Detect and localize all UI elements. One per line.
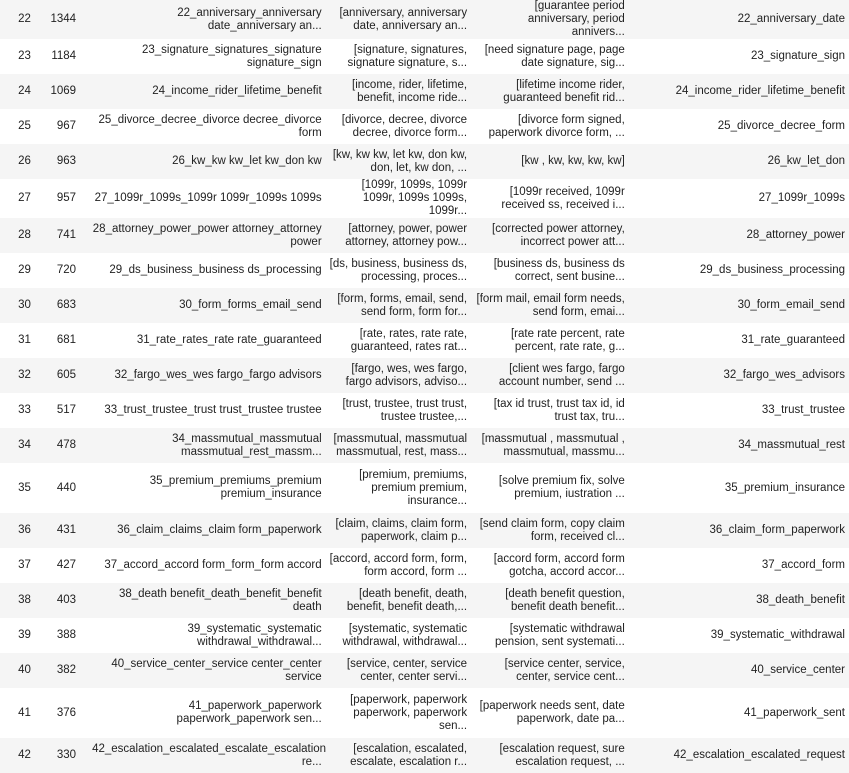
representative-docs-cell	[471, 513, 629, 548]
topic-name-cell	[88, 653, 326, 688]
row-index-cell	[0, 0, 37, 39]
topic-name-cell	[88, 618, 326, 653]
count-cell	[37, 548, 88, 583]
representative-docs-cell	[471, 548, 629, 583]
count-cell-text: 681	[56, 334, 77, 346]
topic-name-cell	[88, 253, 326, 288]
representation-cell-text: [kw, kw kw, let kw, don kw, don, let, kw don, ...	[332, 148, 468, 174]
topic-name-cell-text: 40_service_center_service center_center service	[111, 657, 322, 683]
row-index-cell-text: 23	[18, 50, 31, 62]
custom-label-cell-text: 22_anniversary_date	[737, 13, 845, 25]
representation-cell-text: [trust, trustee, trust trust, trustee trustee,...	[342, 397, 468, 423]
representative-docs-cell	[471, 688, 629, 738]
representative-docs-cell-text: [need signature page, page date signature, sig...	[484, 43, 625, 69]
custom-label-cell	[629, 688, 849, 738]
representative-docs-cell-text: [paperwork needs sent, date paperwork, date pa...	[479, 700, 625, 725]
count-cell-text: 388	[56, 629, 77, 641]
representation-cell-text: [escalation, escalated, escalate, escalation r...	[350, 742, 468, 768]
table-row	[0, 463, 849, 513]
count-cell	[37, 358, 88, 393]
row-index-cell-text: 31	[18, 334, 31, 346]
custom-label-cell-text: 42_escalation_escalated_request	[673, 749, 845, 761]
topic-name-cell	[88, 179, 326, 218]
topic-name-cell	[88, 74, 326, 109]
representation-cell-text: [systematic, systematic withdrawal, withdrawal...	[342, 622, 468, 648]
count-cell-text: 382	[56, 664, 77, 676]
row-index-cell	[0, 513, 37, 548]
count-cell	[37, 253, 88, 288]
count-cell-text: 741	[56, 229, 77, 241]
table-row	[0, 428, 849, 463]
row-index-cell-text: 37	[18, 559, 31, 571]
table-row	[0, 738, 849, 773]
custom-label-cell	[629, 738, 849, 773]
representation-cell	[326, 218, 471, 253]
representation-cell-text: [income, rider, lifetime, benefit, income ride...	[352, 78, 468, 104]
row-index-cell-text: 36	[18, 524, 31, 536]
custom-label-cell-text: 35_premium_insurance	[724, 481, 845, 494]
row-index-cell	[0, 688, 37, 738]
topic-name-cell	[88, 583, 326, 618]
table-row	[0, 323, 849, 358]
row-index-cell	[0, 218, 37, 253]
topic-name-cell	[88, 288, 326, 323]
custom-label-cell-text: 24_income_rider_lifetime_benefit	[675, 85, 845, 97]
custom-label-cell-text: 33_trust_trustee	[761, 404, 845, 416]
topic-name-cell	[88, 463, 326, 513]
representation-cell	[326, 653, 471, 688]
representative-docs-cell	[471, 323, 629, 358]
topic-name-cell-text: 28_attorney_power_power attorney_attorney power	[92, 222, 322, 248]
custom-label-cell	[629, 109, 849, 144]
representation-cell-text: [signature, signatures, signature signature, s...	[347, 43, 468, 69]
representation-cell	[326, 109, 471, 144]
topic-name-cell-text: 39_systematic_systematic withdrawal_withdrawal...	[187, 622, 322, 648]
representative-docs-cell	[471, 39, 629, 74]
topic-name-cell	[88, 688, 326, 738]
custom-label-cell	[629, 463, 849, 513]
count-cell	[37, 513, 88, 548]
representation-cell	[326, 688, 471, 738]
table-row	[0, 393, 849, 428]
representative-docs-cell	[471, 653, 629, 688]
row-index-cell-text: 39	[18, 629, 31, 641]
topic-name-cell	[88, 0, 326, 39]
custom-label-cell	[629, 428, 849, 463]
count-cell	[37, 39, 88, 74]
row-index-cell	[0, 109, 37, 144]
count-cell	[37, 323, 88, 358]
table-row	[0, 144, 849, 179]
representation-cell	[326, 463, 471, 513]
row-index-cell	[0, 179, 37, 218]
table-row	[0, 653, 849, 688]
custom-label-cell-text: 29_ds_business_processing	[699, 264, 845, 276]
custom-label-cell-text: 25_divorce_decree_form	[717, 120, 845, 132]
count-cell-text: 376	[56, 706, 77, 719]
representative-docs-cell-text: [business ds, business ds correct, sent busine...	[493, 257, 625, 283]
table-row	[0, 253, 849, 288]
representative-docs-cell-text: [lifetime income rider, guaranteed benefit rid...	[503, 78, 625, 104]
representation-cell	[326, 548, 471, 583]
custom-label-cell-text: 38_death_benefit	[756, 594, 845, 606]
representative-docs-cell-text: [corrected power attorney, incorrect power att...	[492, 222, 625, 248]
row-index-cell-text: 29	[18, 264, 31, 276]
row-index-cell	[0, 738, 37, 773]
custom-label-cell	[629, 618, 849, 653]
topic-name-cell-text: 38_death benefit_death_benefit_benefit death	[118, 587, 322, 613]
table-row	[0, 618, 849, 653]
count-cell	[37, 109, 88, 144]
representation-cell-text: [anniversary, anniversary date, anniversary an...	[339, 6, 468, 32]
custom-label-cell	[629, 323, 849, 358]
count-cell-text: 605	[56, 369, 77, 381]
topic-name-cell-text: 36_claim_claims_claim form_paperwork	[117, 524, 322, 536]
representation-cell-text: [1099r, 1099s, 1099r 1099r, 1099s 1099s, 1099r...	[361, 179, 468, 217]
table-row	[0, 0, 849, 39]
custom-label-cell	[629, 144, 849, 179]
row-index-cell	[0, 74, 37, 109]
custom-label-cell	[629, 393, 849, 428]
row-index-cell-text: 41	[18, 706, 31, 719]
count-cell-text: 1069	[50, 85, 77, 97]
custom-label-cell	[629, 358, 849, 393]
representative-docs-cell	[471, 428, 629, 463]
row-index-cell-text: 35	[18, 481, 31, 494]
row-index-cell	[0, 653, 37, 688]
count-cell-text: 517	[56, 404, 77, 416]
representative-docs-cell-text: [solve premium fix, solve premium, iustration ...	[498, 475, 625, 500]
representation-cell-text: [attorney, power, power attorney, attorney pow...	[345, 222, 468, 248]
row-index-cell-text: 42	[18, 749, 31, 761]
representative-docs-cell-text: [client wes fargo, fargo account number, send ...	[498, 362, 625, 388]
representation-cell-text: [paperwork, paperwork paperwork, paperwork sen...	[350, 693, 468, 732]
count-cell-text: 963	[56, 155, 77, 167]
count-cell-text: 478	[56, 439, 77, 451]
count-cell	[37, 218, 88, 253]
row-index-cell	[0, 618, 37, 653]
count-cell-text: 683	[56, 299, 77, 311]
representative-docs-cell-text: [service center, service, center, service cent...	[504, 657, 625, 683]
topic-name-cell	[88, 548, 326, 583]
row-index-cell	[0, 463, 37, 513]
representative-docs-cell-text: [systematic withdrawal pension, sent systemati...	[495, 622, 625, 648]
custom-label-cell-text: 41_paperwork_sent	[743, 706, 845, 719]
topic-name-cell	[88, 428, 326, 463]
custom-label-cell	[629, 513, 849, 548]
representation-cell	[326, 513, 471, 548]
representative-docs-cell	[471, 583, 629, 618]
representation-cell-text: [claim, claims, claim form, paperwork, claim p...	[335, 517, 468, 543]
table-row	[0, 548, 849, 583]
row-index-cell	[0, 288, 37, 323]
topic-name-cell-text: 41_paperwork_paperwork paperwork_paperwork sen...	[176, 700, 322, 725]
count-cell	[37, 393, 88, 428]
count-cell-text: 1184	[51, 50, 77, 62]
representative-docs-cell	[471, 218, 629, 253]
custom-label-cell	[629, 0, 849, 39]
topic-name-cell	[88, 738, 326, 773]
table-row	[0, 358, 849, 393]
topic-name-cell	[88, 218, 326, 253]
custom-label-cell	[629, 288, 849, 323]
representation-cell	[326, 39, 471, 74]
topic-name-cell-text: 42_escalation_escalated_escalate_escalation re...	[92, 742, 326, 768]
custom-label-cell	[629, 583, 849, 618]
representation-cell-text: [ds, business, business ds, processing, proces...	[329, 257, 468, 283]
count-cell-text: 440	[56, 481, 77, 494]
custom-label-cell-text: 30_form_email_send	[737, 299, 845, 311]
representation-cell	[326, 358, 471, 393]
representative-docs-cell-text: [divorce form signed, paperwork divorce form, ...	[488, 113, 625, 139]
topic-name-cell	[88, 109, 326, 144]
representative-docs-cell	[471, 0, 629, 39]
count-cell-text: 957	[56, 192, 77, 204]
representative-docs-cell-text: [accord form, accord form gotcha, accord accor...	[493, 552, 625, 578]
count-cell	[37, 144, 88, 179]
representation-cell	[326, 323, 471, 358]
custom-label-cell-text: 36_claim_form_paperwork	[709, 524, 845, 536]
representation-cell	[326, 144, 471, 179]
representative-docs-cell-text: [1099r received, 1099r received ss, received i...	[501, 185, 625, 211]
custom-label-cell	[629, 179, 849, 218]
representation-cell	[326, 288, 471, 323]
custom-label-cell-text: 31_rate_guaranteed	[741, 334, 845, 346]
row-index-cell	[0, 358, 37, 393]
row-index-cell-text: 34	[18, 439, 31, 451]
table-row	[0, 39, 849, 74]
topic-name-cell	[88, 358, 326, 393]
topic-name-cell-text: 33_trust_trustee_trust trust_trustee trustee	[104, 404, 322, 416]
representative-docs-cell	[471, 738, 629, 773]
representation-cell-text: [accord, accord form, form, form accord, form ...	[329, 552, 468, 578]
table-row	[0, 688, 849, 738]
count-cell-text: 403	[56, 594, 77, 606]
topic-name-cell-text: 22_anniversary_anniversary date_anniversary an...	[177, 6, 322, 32]
count-cell	[37, 74, 88, 109]
count-cell-text: 330	[56, 749, 77, 761]
representation-cell-text: [service, center, service center, center servi...	[346, 657, 468, 683]
representation-cell	[326, 738, 471, 773]
representation-cell-text: [form, forms, email, send, send form, form for...	[337, 292, 468, 318]
table-row	[0, 74, 849, 109]
representative-docs-cell-text: [send claim form, copy claim form, received cl...	[479, 517, 625, 543]
count-cell-text: 720	[56, 264, 77, 276]
custom-label-cell-text: 37_accord_form	[761, 559, 845, 571]
representation-cell	[326, 253, 471, 288]
representative-docs-cell	[471, 358, 629, 393]
row-index-cell-text: 22	[18, 13, 31, 25]
row-index-cell	[0, 428, 37, 463]
topic-name-cell-text: 23_signature_signatures_signature signature_sign	[142, 43, 322, 69]
row-index-cell-text: 26	[18, 155, 31, 167]
representation-cell-text: [premium, premiums, premium premium, insurance...	[359, 468, 468, 507]
representative-docs-cell	[471, 618, 629, 653]
representation-cell	[326, 74, 471, 109]
representation-cell	[326, 583, 471, 618]
custom-label-cell	[629, 74, 849, 109]
table-row	[0, 583, 849, 618]
representation-cell	[326, 0, 471, 39]
representative-docs-cell-text: [rate rate percent, rate percent, rate rate, g...	[510, 327, 625, 353]
representative-docs-cell	[471, 144, 629, 179]
topic-name-cell-text: 25_divorce_decree_divorce decree_divorce form	[98, 113, 322, 139]
table-row	[0, 179, 849, 218]
row-index-cell-text: 27	[18, 192, 31, 204]
representation-cell-text: [death benefit, death, benefit, benefit death,...	[346, 587, 468, 613]
representative-docs-cell-text: [tax id trust, trust tax id, id trust tax, tru...	[493, 397, 625, 423]
topic-name-cell-text: 34_massmutual_massmutual massmutual_rest_massm...	[172, 432, 322, 458]
row-index-cell	[0, 253, 37, 288]
custom-label-cell-text: 32_fargo_wes_advisors	[723, 369, 845, 381]
representation-cell	[326, 428, 471, 463]
row-index-cell-text: 24	[18, 85, 31, 97]
custom-label-cell-text: 34_massmutual_rest	[738, 439, 845, 451]
representative-docs-cell-text: [death benefit question, benefit death benefit...	[505, 587, 625, 613]
topic-name-cell-text: 29_ds_business_business ds_processing	[109, 264, 322, 276]
count-cell-text: 967	[56, 120, 77, 132]
table-row	[0, 513, 849, 548]
row-index-cell-text: 33	[18, 404, 31, 416]
count-cell-text: 1344	[50, 13, 77, 25]
custom-label-cell	[629, 218, 849, 253]
custom-label-cell-text: 27_1099r_1099s	[758, 192, 845, 204]
count-cell	[37, 688, 88, 738]
topic-name-cell	[88, 144, 326, 179]
custom-label-cell	[629, 39, 849, 74]
representative-docs-cell	[471, 109, 629, 144]
custom-label-cell-text: 39_systematic_withdrawal	[710, 629, 845, 641]
representative-docs-cell	[471, 179, 629, 218]
custom-label-cell-text: 40_service_center	[751, 664, 845, 676]
custom-label-cell-text: 28_attorney_power	[746, 229, 845, 241]
count-cell	[37, 738, 88, 773]
row-index-cell	[0, 39, 37, 74]
table-row	[0, 218, 849, 253]
count-cell	[37, 0, 88, 39]
row-index-cell	[0, 323, 37, 358]
count-cell	[37, 463, 88, 513]
custom-label-cell-text: 26_kw_let_don	[767, 155, 845, 167]
row-index-cell	[0, 144, 37, 179]
topic-name-cell	[88, 513, 326, 548]
representative-docs-cell	[471, 74, 629, 109]
topic-name-cell-text: 37_accord_accord form_form_form accord	[104, 559, 322, 571]
representation-cell-text: [massmutual, massmutual massmutual, rest, mass...	[333, 432, 468, 458]
topic-name-cell-text: 35_premium_premiums_premium premium_insurance	[149, 475, 322, 500]
topic-name-cell-text: 24_income_rider_lifetime_benefit	[152, 85, 322, 97]
row-index-cell	[0, 393, 37, 428]
representative-docs-cell-text: [form mail, email form needs, send form, emai...	[476, 292, 625, 318]
representative-docs-cell-text: [massmutual , massmutual , massmutual, massmu...	[481, 432, 625, 458]
custom-label-cell	[629, 548, 849, 583]
table-row	[0, 109, 849, 144]
custom-label-cell	[629, 253, 849, 288]
row-index-cell-text: 32	[18, 369, 31, 381]
representation-cell	[326, 618, 471, 653]
custom-label-cell-text: 23_signature_sign	[751, 50, 845, 62]
representative-docs-cell	[471, 463, 629, 513]
count-cell	[37, 428, 88, 463]
representative-docs-cell	[471, 253, 629, 288]
topic-name-cell-text: 32_fargo_wes_wes fargo_fargo advisors	[114, 369, 322, 381]
topic-name-cell	[88, 323, 326, 358]
row-index-cell-text: 28	[18, 229, 31, 241]
representative-docs-cell-text: [guarantee period anniversary, period annivers...	[527, 0, 625, 38]
representative-docs-cell-text: [escalation request, sure escalation request, ...	[499, 742, 625, 768]
row-index-cell-text: 40	[18, 664, 31, 676]
table-row	[0, 288, 849, 323]
representation-cell	[326, 393, 471, 428]
row-index-cell	[0, 583, 37, 618]
representation-cell-text: [divorce, decree, divorce decree, divorce form...	[341, 113, 468, 139]
topic-name-cell	[88, 39, 326, 74]
topic-name-cell-text: 31_rate_rates_rate rate_guaranteed	[136, 334, 322, 346]
representation-cell-text: [rate, rates, rate rate, guaranteed, rates rat...	[350, 327, 468, 353]
count-cell-text: 427	[56, 559, 77, 571]
row-index-cell	[0, 548, 37, 583]
row-index-cell-text: 25	[18, 120, 31, 132]
topic-name-cell-text: 30_form_forms_email_send	[179, 299, 322, 311]
representative-docs-cell	[471, 393, 629, 428]
topic-name-cell-text: 27_1099r_1099s_1099r 1099r_1099s 1099s	[94, 192, 322, 204]
representative-docs-cell-text: [kw , kw, kw, kw, kw]	[521, 155, 625, 167]
row-index-cell-text: 30	[18, 299, 31, 311]
count-cell	[37, 179, 88, 218]
representative-docs-cell	[471, 288, 629, 323]
count-cell	[37, 653, 88, 688]
count-cell	[37, 288, 88, 323]
representation-cell-text: [fargo, wes, wes fargo, fargo advisors, adviso...	[345, 362, 468, 388]
topic-name-cell	[88, 393, 326, 428]
count-cell	[37, 618, 88, 653]
row-index-cell-text: 38	[18, 594, 31, 606]
representation-cell	[326, 179, 471, 218]
count-cell	[37, 583, 88, 618]
custom-label-cell	[629, 653, 849, 688]
count-cell-text: 431	[56, 524, 77, 536]
topic-name-cell-text: 26_kw_kw kw_let kw_don kw	[172, 155, 322, 167]
